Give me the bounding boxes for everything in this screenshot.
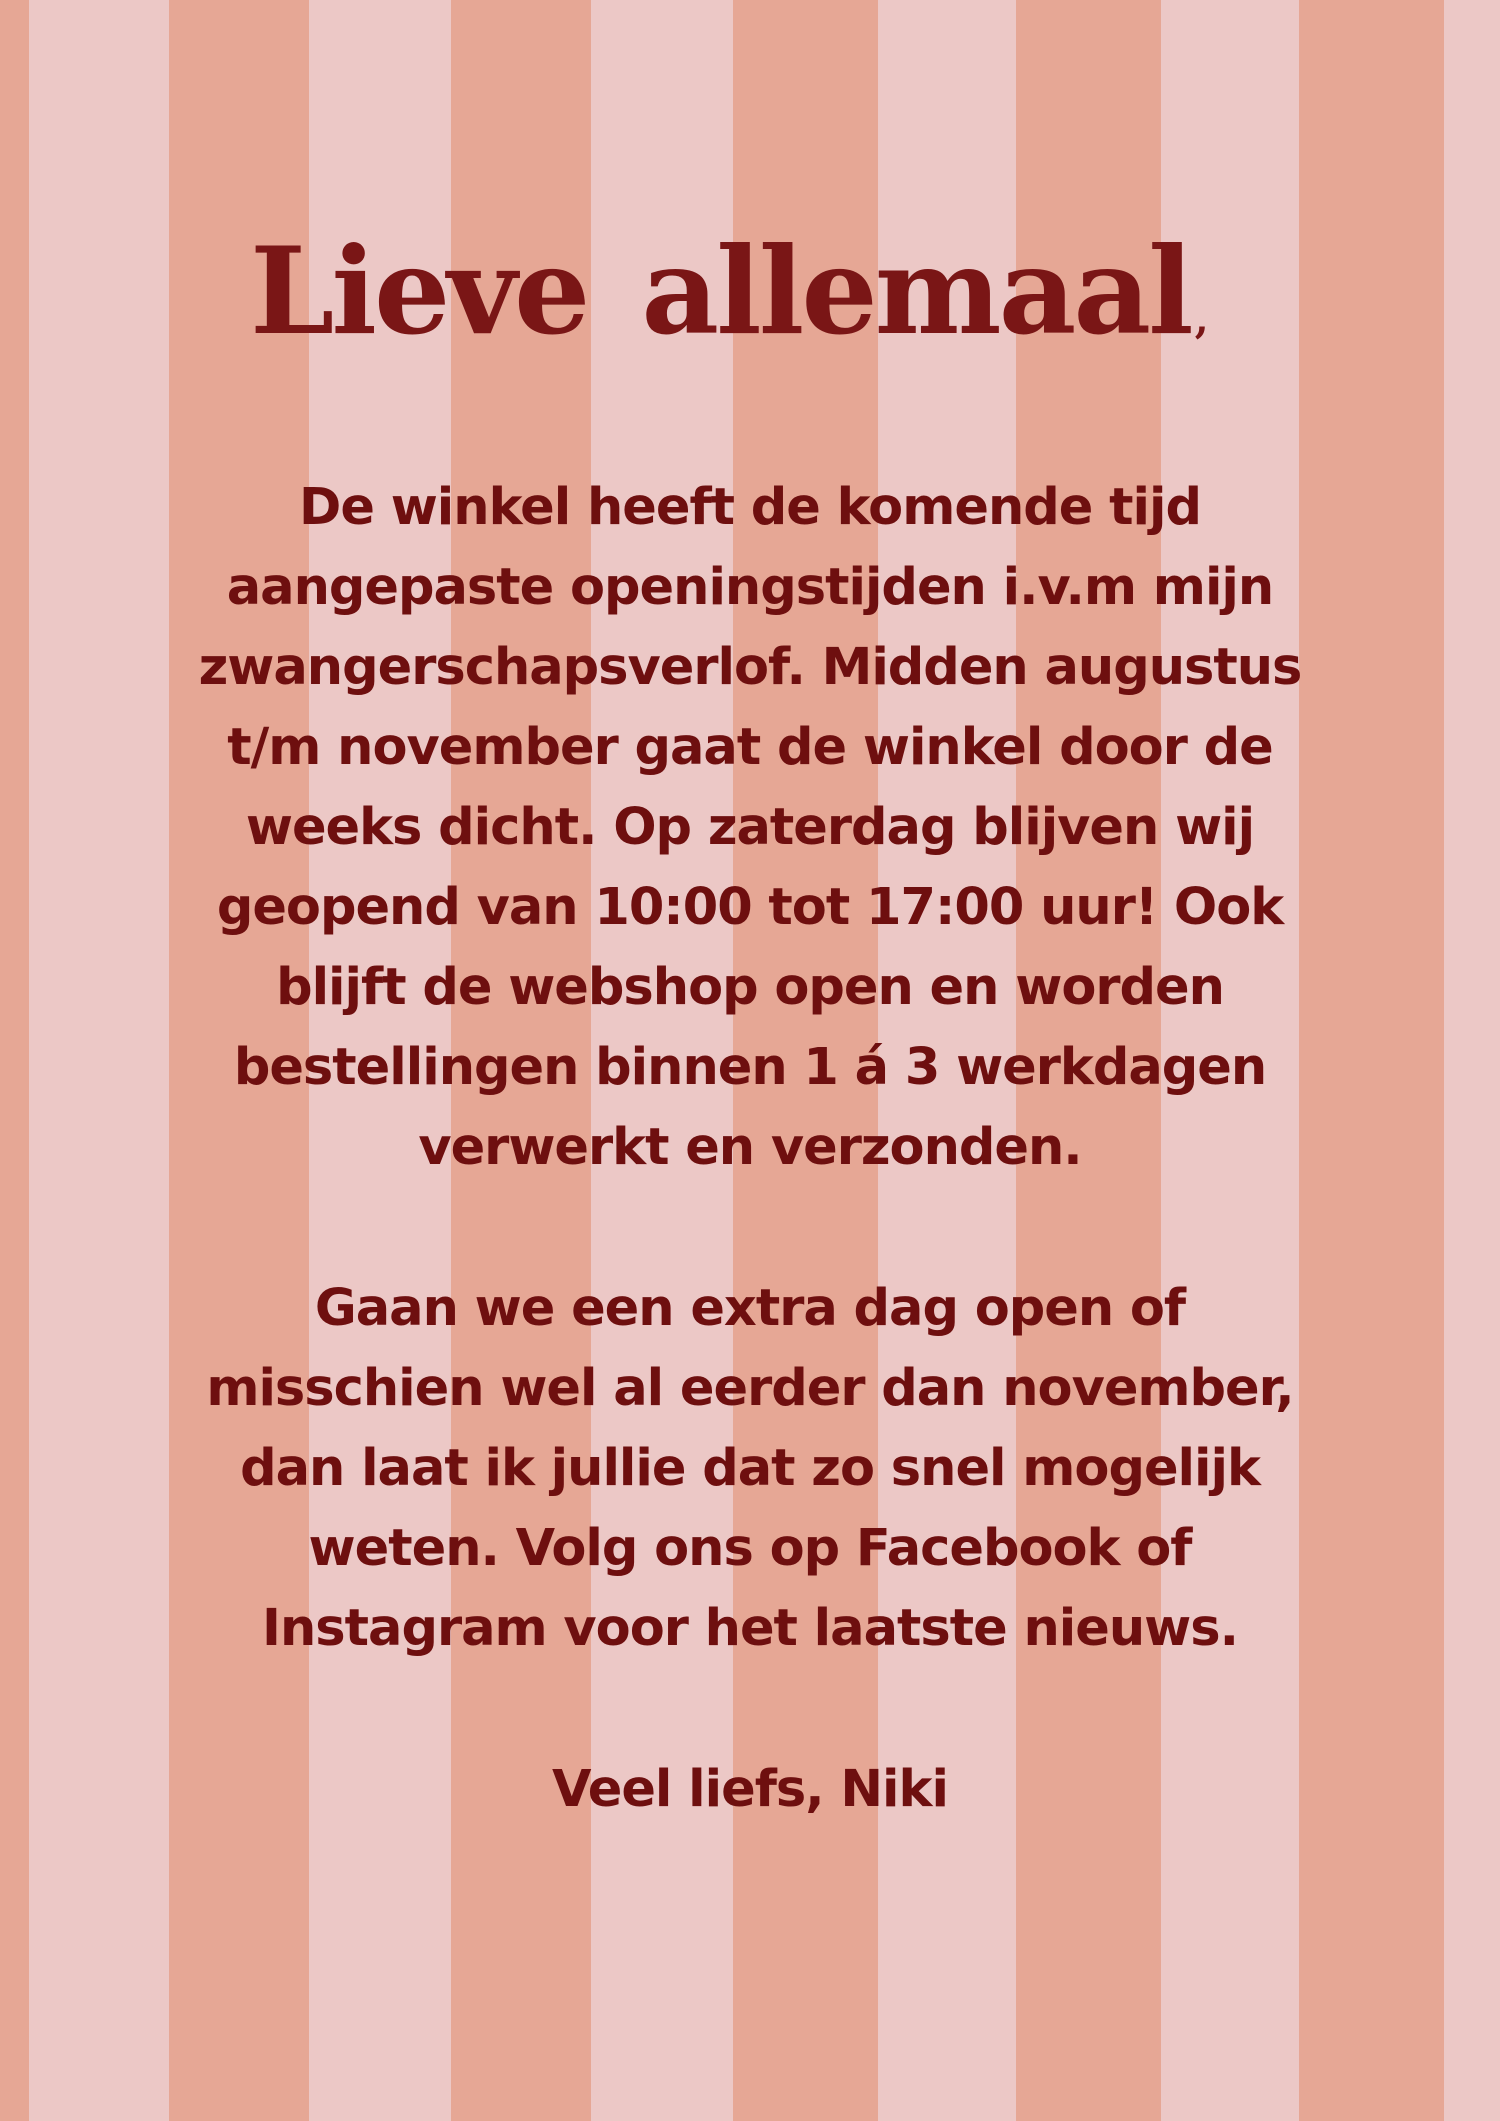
title-comma: , (1194, 296, 1206, 343)
text-line: t/m november gaat de winkel door de (227, 718, 1273, 777)
signature-text: Veel liefs, Niki (552, 1760, 948, 1819)
title-word-1: Lieve (250, 221, 588, 362)
text-line: verwerkt en verzonden. (418, 1118, 1082, 1177)
text-line: weeks dicht. Op zaterdag blijven wij (245, 798, 1255, 857)
text-line: weten. Volg ons op Facebook of (308, 1519, 1192, 1578)
text-line: misschien wel al eerder dan november, (206, 1359, 1294, 1418)
announcement-paragraph (130, 468, 1370, 1188)
page-title (250, 222, 1280, 390)
signature (130, 1750, 1370, 1830)
text-line: bestellingen binnen 1 á 3 werkdagen (233, 1038, 1267, 1097)
text-line: aangepaste openingstijden i.v.m mijn (226, 558, 1274, 617)
text-line: De winkel heeft de komende tijd (299, 478, 1201, 537)
text-line: zwangerschapsverlof. Midden augustus (198, 638, 1302, 697)
title-word-2: allemaal (641, 221, 1191, 362)
update-paragraph (130, 1269, 1370, 1669)
text-line: geopend van 10:00 tot 17:00 uur! Ook (216, 878, 1284, 937)
text-line: blijft de webshop open en worden (276, 958, 1224, 1017)
text-line: Instagram voor het laatste nieuws. (262, 1599, 1238, 1658)
text-line: dan laat ik jullie dat zo snel mogelijk (240, 1439, 1260, 1498)
text-line: Gaan we een extra dag open of (314, 1279, 1186, 1338)
